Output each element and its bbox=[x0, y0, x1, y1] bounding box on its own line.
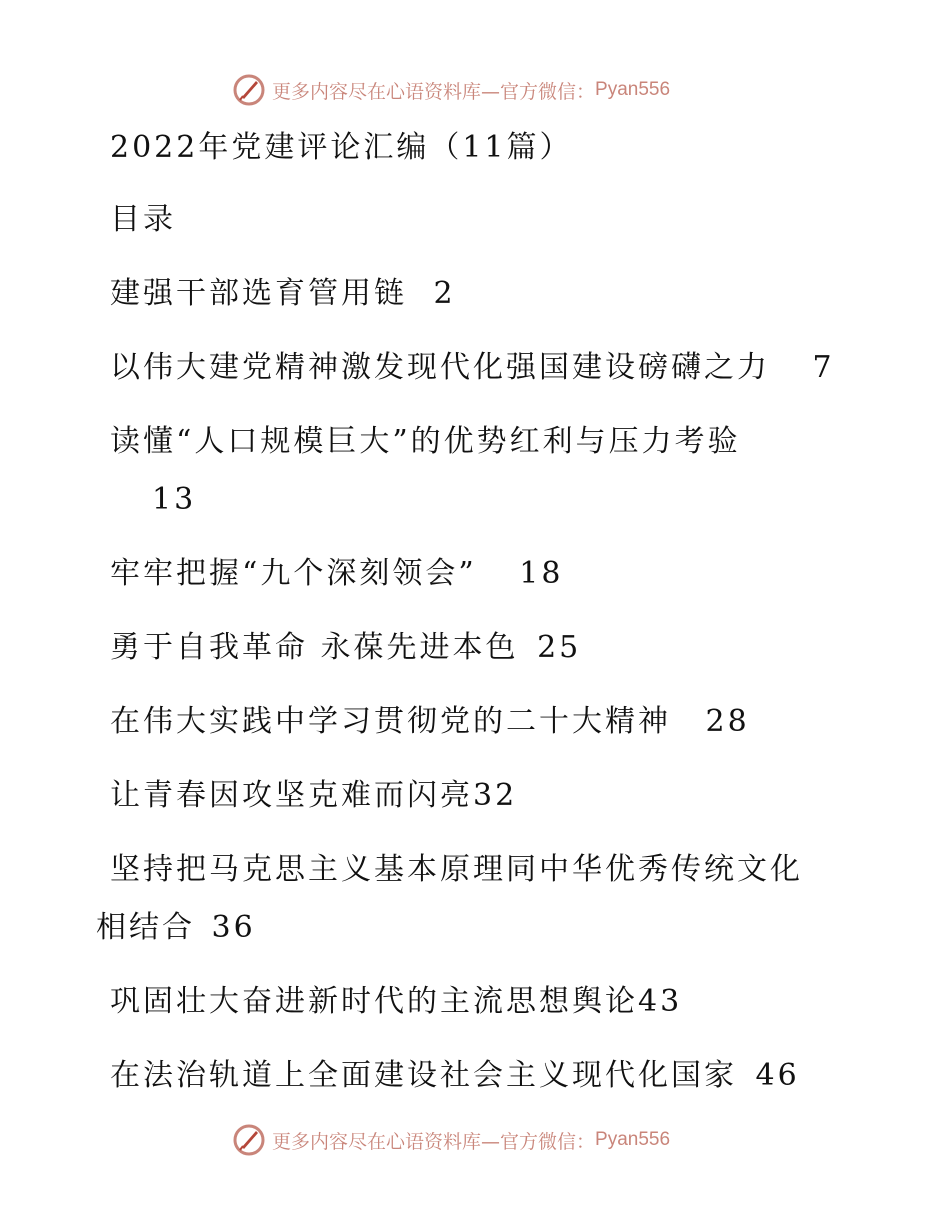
toc-entry-page: 43 bbox=[638, 984, 683, 1019]
toc-entry[interactable] bbox=[110, 422, 741, 462]
toc-entry-page: 28 bbox=[705, 704, 750, 739]
toc-entry-page: 18 bbox=[519, 556, 564, 591]
toc-entry[interactable] bbox=[110, 776, 517, 816]
watermark-wechat-id: Pyan556 bbox=[595, 79, 671, 100]
toc-entry-title: 读懂“人口规模巨大”的优势红利与压力考验 bbox=[110, 424, 741, 459]
toc-entry-title-line2: 相结合 bbox=[96, 910, 195, 945]
toc-entry-page: 2 bbox=[433, 276, 456, 311]
toc-entry-page: 36 bbox=[211, 910, 256, 945]
toc-entry-page: 32 bbox=[473, 778, 518, 813]
toc-entry[interactable] bbox=[110, 982, 682, 1022]
toc-entry-title: 勇于自我革命 永葆先进本色 bbox=[110, 630, 519, 665]
toc-entry-page: 7 bbox=[812, 350, 835, 385]
toc-entry[interactable] bbox=[110, 850, 803, 890]
toc-entry-title: 建强干部选育管用链 bbox=[110, 276, 407, 311]
toc-entry-page: 25 bbox=[537, 630, 582, 665]
toc-entry[interactable] bbox=[110, 348, 835, 388]
toc-entry-title: 牢牢把握“九个深刻领会” bbox=[110, 556, 477, 591]
toc-entry-title-line1: 坚持把马克思主义基本原理同中华优秀传统文化 bbox=[110, 852, 803, 887]
quill-logo-icon bbox=[232, 1123, 266, 1157]
toc-entry[interactable] bbox=[110, 1056, 800, 1096]
watermark-header bbox=[232, 72, 670, 108]
toc-entry[interactable] bbox=[110, 702, 750, 742]
document-title: 2022年党建评论汇编（11篇） bbox=[110, 130, 573, 165]
toc-entry-title: 在法治轨道上全面建设社会主义现代化国家 bbox=[110, 1058, 737, 1093]
toc-entry[interactable] bbox=[110, 274, 456, 314]
watermark-wechat-id: Pyan556 bbox=[595, 1129, 671, 1150]
toc-entry-page: 46 bbox=[755, 1058, 800, 1093]
toc-entry[interactable] bbox=[110, 554, 563, 594]
watermark-footer bbox=[232, 1122, 670, 1158]
toc-heading: 目录 bbox=[110, 202, 176, 237]
watermark-text: 更多内容尽在心语资料库—官方微信： bbox=[272, 1130, 596, 1153]
toc-entry-continuation bbox=[96, 908, 256, 948]
toc-entry-title: 以伟大建党精神激发现代化强国建设磅礴之力 bbox=[110, 350, 770, 385]
toc-entry-title: 让青春因攻坚克难而闪亮 bbox=[110, 778, 473, 813]
quill-logo-icon bbox=[232, 73, 266, 107]
toc-entry[interactable] bbox=[110, 628, 581, 668]
watermark-text: 更多内容尽在心语资料库—官方微信： bbox=[272, 80, 596, 103]
toc-entry-title: 巩固壮大奋进新时代的主流思想舆论 bbox=[110, 984, 638, 1019]
toc-entry-title: 在伟大实践中学习贯彻党的二十大精神 bbox=[110, 704, 671, 739]
toc-entry-page: 13 bbox=[152, 482, 197, 517]
